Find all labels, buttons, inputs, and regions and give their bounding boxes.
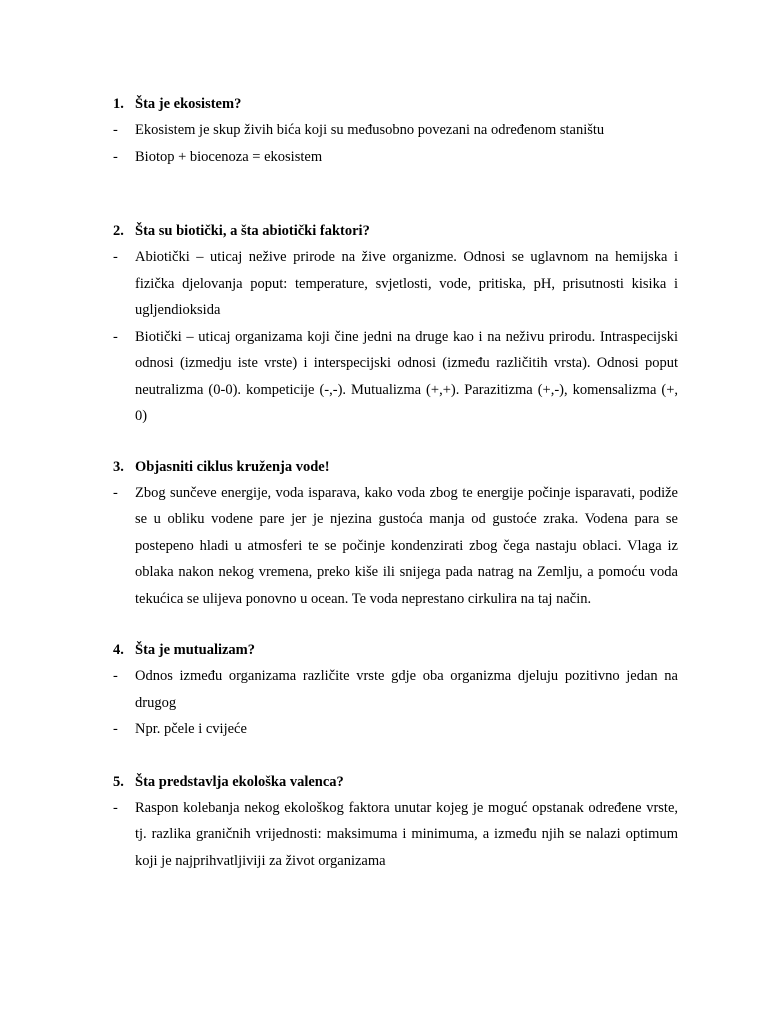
bullet-dash: - (113, 668, 118, 684)
question-title: Objasniti ciklus kruženja vode! (135, 458, 330, 475)
question-section-4 (113, 637, 678, 743)
bullet-dash: - (113, 122, 118, 138)
answer-text: Ekosistem je skup živih bića koji su međusobno povezani na određenom staništu (135, 122, 605, 138)
question-number: 3. (113, 458, 124, 475)
question-section-3 (113, 454, 678, 613)
question-section-2 (113, 218, 678, 430)
answer-item (113, 716, 678, 743)
bullet-dash: - (113, 249, 118, 265)
question-heading (113, 218, 678, 244)
answer-item (113, 795, 678, 875)
question-number: 1. (113, 96, 124, 112)
bullet-dash: - (113, 721, 118, 737)
question-title: Šta je mutualizam? (135, 642, 256, 658)
question-title: Šta su biotički, a šta abiotički faktori? (135, 223, 370, 239)
answer-text: Raspon kolebanja nekog ekološkog faktora unutar kojeg je moguć opstanak određene vrste, tj. razlika graničnih vrijednosti: maksimuma i minimuma, a između njih se nalazi optimum koji je najprihvatljiviji za život organizama (135, 799, 678, 869)
question-number: 4. (113, 642, 124, 658)
answer-item (113, 324, 678, 430)
bullet-dash: - (113, 799, 118, 816)
answer-text: Npr. pčele i cvijeće (135, 721, 247, 737)
answer-text: Odnos između organizama različite vrste gdje oba organizma djeluju pozitivno jedan na drugog (135, 668, 678, 711)
answer-item (113, 117, 678, 144)
bullet-dash: - (113, 148, 118, 165)
question-heading (113, 454, 678, 480)
answer-item (113, 244, 678, 324)
answer-text: Biotički – uticaj organizama koji čine jedni na druge kao i na neživu prirodu. Intraspecijski odnosi (izmedju iste vrste) i interspecijski odnosi (između različitih vrsta). Odnosi poput neutralizma (0-0). kompeticije (-,-). Mutualizma (+,+). Parazitizma (+,-), komensalizma (+, 0) (135, 328, 678, 424)
bullet-dash: - (113, 328, 118, 345)
question-heading (113, 769, 678, 795)
bullet-dash: - (113, 484, 118, 501)
answer-text: Zbog sunčeve energije, voda isparava, kako voda zbog te energije počinje isparavati, podiže se u obliku vodene pare jer je njezina gustoća manja od gustoće zraka. Vodena para se postepeno hladi u atmosferi te se počinje kondenzirati zbog čega nastaju oblaci. Vlaga iz oblaka nakon nekog vremena, preko kiše ili snijega pada natrag na Zemlju, a pomoću voda tekućica se ulijeva ponovno u ocean. Te voda neprestano cirkulira na taj način. (135, 484, 678, 607)
answer-item (113, 144, 678, 171)
question-section-5 (113, 769, 678, 875)
answer-item (113, 480, 678, 613)
question-number: 5. (113, 773, 124, 790)
answer-text: Biotop + biocenoza = ekosistem (135, 148, 323, 165)
question-section-1 (113, 91, 678, 170)
question-title: Šta je ekosistem? (135, 96, 242, 112)
answer-text: Abiotički – uticaj nežive prirode na žive organizme. Odnosi se uglavnom na hemijska i fizička djelovanja poput: temperature, svjetlosti, vode, pritiska, pH, prisutnosti kisika i ugljendioksida (135, 249, 678, 318)
answer-item (113, 663, 678, 716)
question-heading (113, 637, 678, 663)
question-title: Šta predstavlja ekološka valenca? (135, 773, 344, 790)
question-number: 2. (113, 223, 124, 239)
question-heading (113, 91, 678, 117)
